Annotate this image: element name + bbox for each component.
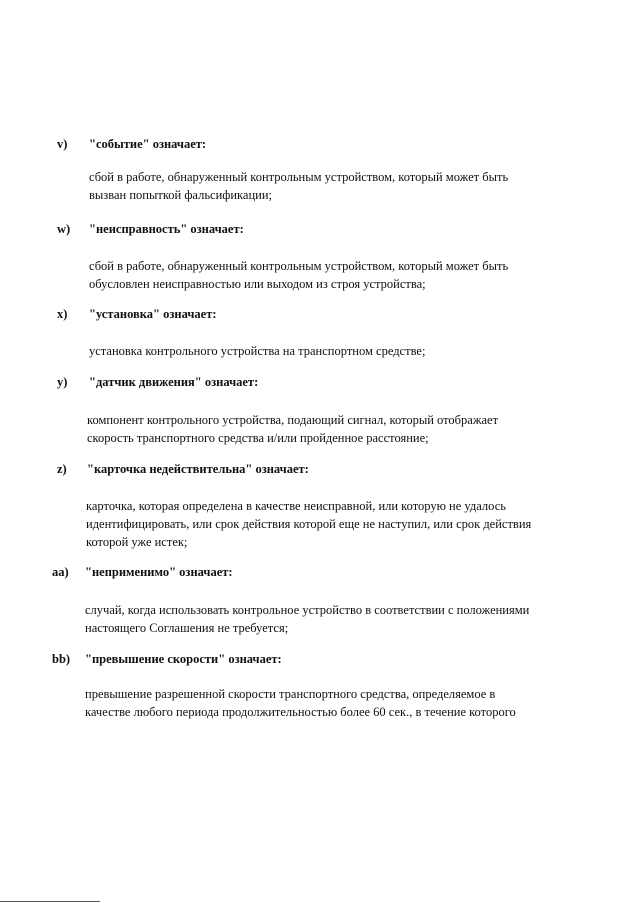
- definition-z-line-2: идентифицировать, или срок действия которой еще не наступил, или срок действия: [86, 517, 532, 531]
- definition-aa: [85, 601, 529, 637]
- term-x-letter: x): [57, 307, 68, 321]
- definition-z-line-3: которой уже истек;: [86, 535, 188, 549]
- definition-w-line-1: сбой в работе, обнаруженный контрольным устройством, который может быть: [89, 259, 509, 273]
- definition-v: [89, 168, 508, 204]
- term-z-letter: z): [57, 462, 67, 476]
- term-bb-heading: "превышение скорости" означает:: [85, 652, 282, 666]
- definition-z: [86, 497, 531, 551]
- definition-bb-line-1: превышение разрешенной скорости транспортного средства, определяемое в: [85, 687, 496, 701]
- definition-v-line-1: сбой в работе, обнаруженный контрольным устройством, который может быть: [89, 170, 509, 184]
- definition-y: [87, 411, 498, 447]
- term-aa-letter: aa): [52, 565, 69, 579]
- term-v-heading: "событие" означает:: [89, 137, 207, 151]
- term-bb-letter: bb): [52, 652, 71, 666]
- definition-x-line-1: установка контрольного устройства на транспортном средстве;: [89, 344, 426, 358]
- term-aa-heading: "неприменимо" означает:: [85, 565, 233, 579]
- term-z-heading: "карточка недействительна" означает:: [87, 462, 309, 476]
- definition-v-line-2: вызван попыткой фальсификации;: [89, 188, 273, 202]
- footnote-divider: [0, 901, 100, 902]
- term-y-heading: "датчик движения" означает:: [89, 375, 259, 389]
- term-x-heading: "установка" означает:: [89, 307, 217, 321]
- definition-x: [89, 342, 425, 360]
- definition-bb: [85, 685, 516, 721]
- definition-aa-line-1: случай, когда использовать контрольное устройство в соответствии с положениями: [85, 603, 530, 617]
- term-w-heading: "неисправность" означает:: [89, 222, 244, 236]
- definition-z-line-1: карточка, которая определена в качестве неисправной, или которую не удалось: [86, 499, 506, 513]
- definition-bb-line-2: качестве любого периода продолжительностью более 60 сек., в течение которого: [85, 705, 516, 719]
- definition-y-line-1: компонент контрольного устройства, подающий сигнал, который отображает: [87, 413, 499, 427]
- definition-y-line-2: скорость транспортного средства и/или пройденное расстояние;: [87, 431, 429, 445]
- definition-w: [89, 257, 508, 293]
- definition-aa-line-2: настоящего Соглашения не требуется;: [85, 621, 289, 635]
- definition-w-line-2: обусловлен неисправностью или выходом из строя устройства;: [89, 277, 426, 291]
- term-v-letter: v): [57, 137, 68, 151]
- term-y-letter: y): [57, 375, 68, 389]
- term-w-letter: w): [57, 222, 71, 236]
